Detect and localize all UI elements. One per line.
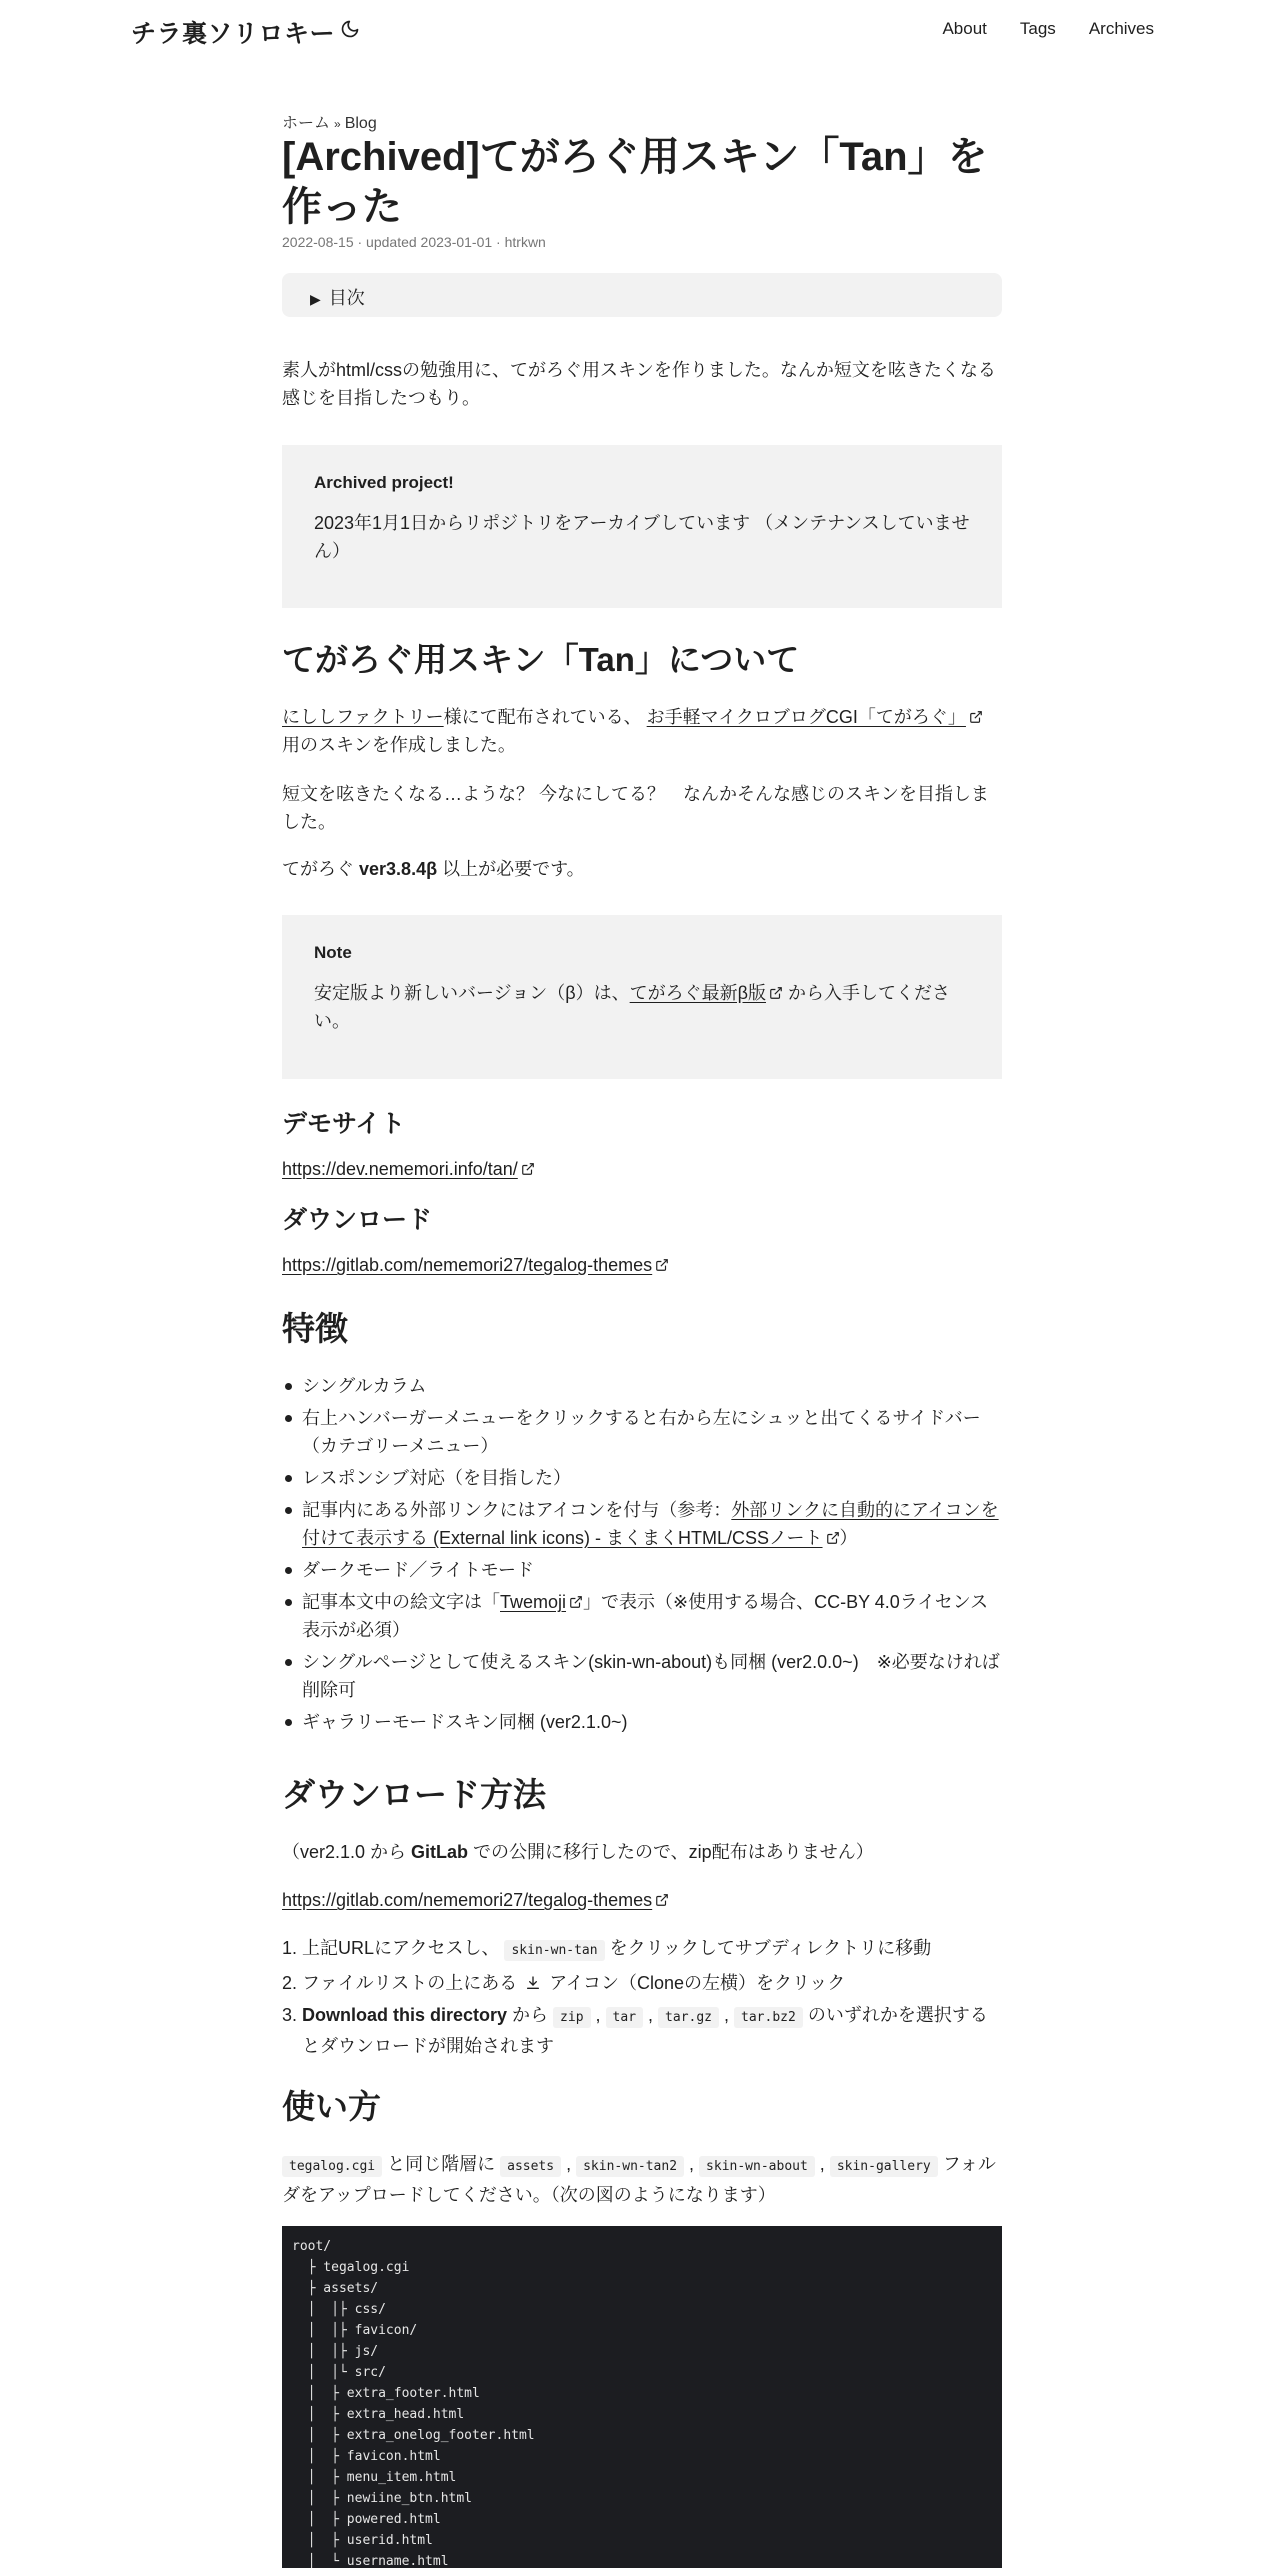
note-title: Note [314,943,352,962]
inline-code: tar.bz2 [734,2007,803,2028]
note-body [314,979,970,1035]
breadcrumb-home[interactable]: ホーム [282,115,331,132]
beta-link[interactable]: てがろぐ最新β版 [629,983,766,1003]
external-link-icon [655,1893,669,1907]
nishishi-factory-link[interactable]: にししファクトリー [282,707,444,727]
archived-notice-body: 2023年1月1日からリポジトリをアーカイブしています （メンテナンスしていません） [314,513,970,561]
site-header [0,0,1284,60]
requirement-version: ver3.8.4β [359,859,438,879]
step-text: から [507,2005,554,2025]
download-heading: ダウンロード [282,1206,433,1234]
download-url-line [282,1251,1002,1279]
list-item: シングルページとして使えるスキン(skin-wn-about)も同梱 (ver2.0.0~) ※必要なければ削除可 [302,1648,1002,1704]
moon-icon[interactable] [340,18,360,40]
external-link-icon [655,1258,669,1272]
external-link-icon [826,1531,840,1545]
archived-notice [282,445,1002,608]
list-item: 1. 上記URLにアクセスし、 skin-wn-tan をクリックしてサブディレクトリに移動 [282,1934,1002,1965]
nav-archives[interactable]: Archives [1088,19,1154,38]
step-text: をクリックしてサブディレクトリに移動 [609,1938,932,1958]
post-meta: 2022-08-15 · updated 2023-01-01 · htrkwn [282,234,546,250]
list-item: 2. ファイルリストの上にある アイコン（Cloneの左横）をクリック [282,1973,846,1993]
triangle-right-icon: ▶ [310,291,321,307]
usage-heading: 使い方 [282,2088,381,2125]
nav-about[interactable]: About [942,19,987,38]
toc-label: 目次 [328,288,365,308]
feature-text: 記事内にある外部リンクにはアイコンを付与（参考： [302,1500,732,1520]
demo-link[interactable]: https://dev.nememori.info/tan/ [282,1159,518,1179]
feature-text: 」で表示（※使用する場合、CC-BY 4.0ライセンス表示が必須） [302,1592,989,1640]
usage-text: フォルダをアップロードしてください。（次の図のようになります） [282,2154,996,2205]
step-text: 上記URLにアクセスし、 [302,1938,500,1958]
download-link[interactable]: https://gitlab.com/nememori27/tegalog-themes [282,1255,653,1275]
list-item: シングルカラム [302,1372,1002,1400]
nav-tags[interactable]: Tags [1019,19,1056,38]
inline-code: tar.gz [658,2007,719,2028]
features-heading: 特徴 [282,1310,348,1347]
about-paragraph-2: 短文を呟きたくなる…ような？ 今なにしてる？ なんかそんな感じのスキンを目指しました。 [282,784,989,832]
directory-tree-code-block: root/ ├ tegalog.cgi ├ assets/ │ │├ css/ │ │├ favicon/ │ │├ js/ │ │└ src/ │ ├ extra_footer.html │ ├ extra_head.html │ ├ extra_onelog_footer.html │ ├ favicon.html │ ├ menu_item.html │ ├ newiine_btn.html │ ├ powered.html │ ├ userid.html │ └ username.html [282,2226,1002,2568]
inline-code: skin-wn-tan [504,1940,604,1961]
inline-code: skin-wn-tan2 [576,2156,684,2177]
inline-code: skin-gallery [830,2156,938,2177]
list-item: ダークモード／ライトモード [302,1556,1002,1584]
intro-paragraph: 素人がhtml/cssの勉強用に、てがろぐ用スキンを作りました。なんか短文を呟きたくなる感じを目指したつもり。 [282,360,996,408]
download-icon [525,1975,541,1991]
step-bold: Download this directory [302,2005,508,2025]
list-item: 右上ハンバーガーメニューをクリックすると右から左にシュッと出てくるサイドバー（カテゴリーメニュー） [302,1404,1002,1460]
step-text: ファイルリストの上にある [302,1973,518,1993]
note-box [282,915,1002,1079]
inline-code: tegalog.cgi [282,2156,382,2177]
breadcrumb-separator: » [334,117,341,131]
site-title[interactable]: チラ裏ソリロキー [131,20,336,48]
list-item [302,1588,1002,1644]
inline-code: zip [553,2007,590,2028]
list-item [302,1496,1002,1552]
archived-notice-title: Archived project! [314,473,454,492]
table-of-contents-toggle[interactable] [282,273,1002,317]
about-paragraph [282,703,1002,759]
howto-note-post: での公開に移行したので、zip配布はありません） [468,1842,874,1862]
howto-note-pre: （ver2.1.0 から [282,1842,412,1862]
breadcrumb-blog[interactable]: Blog [344,115,377,132]
requirement-paragraph [282,855,1002,883]
usage-paragraph: tegalog.cgi と同じ階層に assets , skin-wn-tan2 , skin-wn-about , skin-gallery フォルダをアップロードしてください。（次の図のようになります） [282,2154,996,2205]
about-heading: てがろぐ用スキン「Tan」について [282,641,800,678]
note-pre: 安定版より新しいバージョン（β）は、 [314,983,630,1003]
external-link-icon [969,710,983,724]
demo-heading: デモサイト [282,1110,406,1138]
post-title: [Archived]てがろぐ用スキン「Tan」を作った [282,135,988,229]
gitlab-link[interactable]: https://gitlab.com/nememori27/tegalog-themes [282,1890,653,1910]
list-item: レスポンシブ対応（を目指した） [302,1464,1002,1492]
step-text: のいずれかを選択するとダウンロードが開始されます [302,2005,988,2056]
main-nav [942,19,1154,39]
list-item: ギャラリーモードスキン同梱 (ver2.1.0~) [302,1708,1002,1736]
howto-note [282,1838,1002,1866]
external-link-icon [521,1162,535,1176]
download-steps [282,1934,1002,2064]
external-link-icon [769,986,783,1000]
usage-text: と同じ階層に [387,2154,496,2174]
requirement-post: 以上が必要です。 [437,859,585,879]
step-text: アイコン（Cloneの左横）をクリック [549,1973,846,1993]
twemoji-link[interactable]: Twemoji [500,1592,567,1612]
howto-note-gitlab: GitLab [411,1842,469,1862]
tegalog-link[interactable]: お手軽マイクロブログCGI「てがろぐ」 [646,707,966,727]
howto-heading: ダウンロード方法 [282,1776,546,1813]
requirement-pre: てがろぐ [282,859,360,879]
list-item: 3. Download this directory から zip , tar , tar.gz , tar.bz2 のいずれかを選択するとダウンロードが開始されます [282,2005,988,2056]
about-text-1: 様にて配布されている、 [443,707,642,727]
breadcrumb [282,110,377,133]
feature-text: ） [839,1528,858,1548]
about-text-2: 用のスキンを作成しました。 [282,735,516,755]
feature-text: 記事本文中の絵文字は「 [302,1592,500,1612]
note-post: から入手してください。 [314,983,951,1031]
inline-code: skin-wn-about [699,2156,815,2177]
features-list [302,1372,1002,1740]
external-link-icons-link[interactable]: 外部リンクに自動的にアイコンを付けて表示する (External link icons) - まくまくHTML/CSSノート [302,1500,999,1548]
external-link-icon [569,1595,583,1609]
inline-code: tar [606,2007,643,2028]
howto-url-line [282,1886,1002,1914]
inline-code: assets [500,2156,561,2177]
demo-url-line [282,1155,1002,1183]
